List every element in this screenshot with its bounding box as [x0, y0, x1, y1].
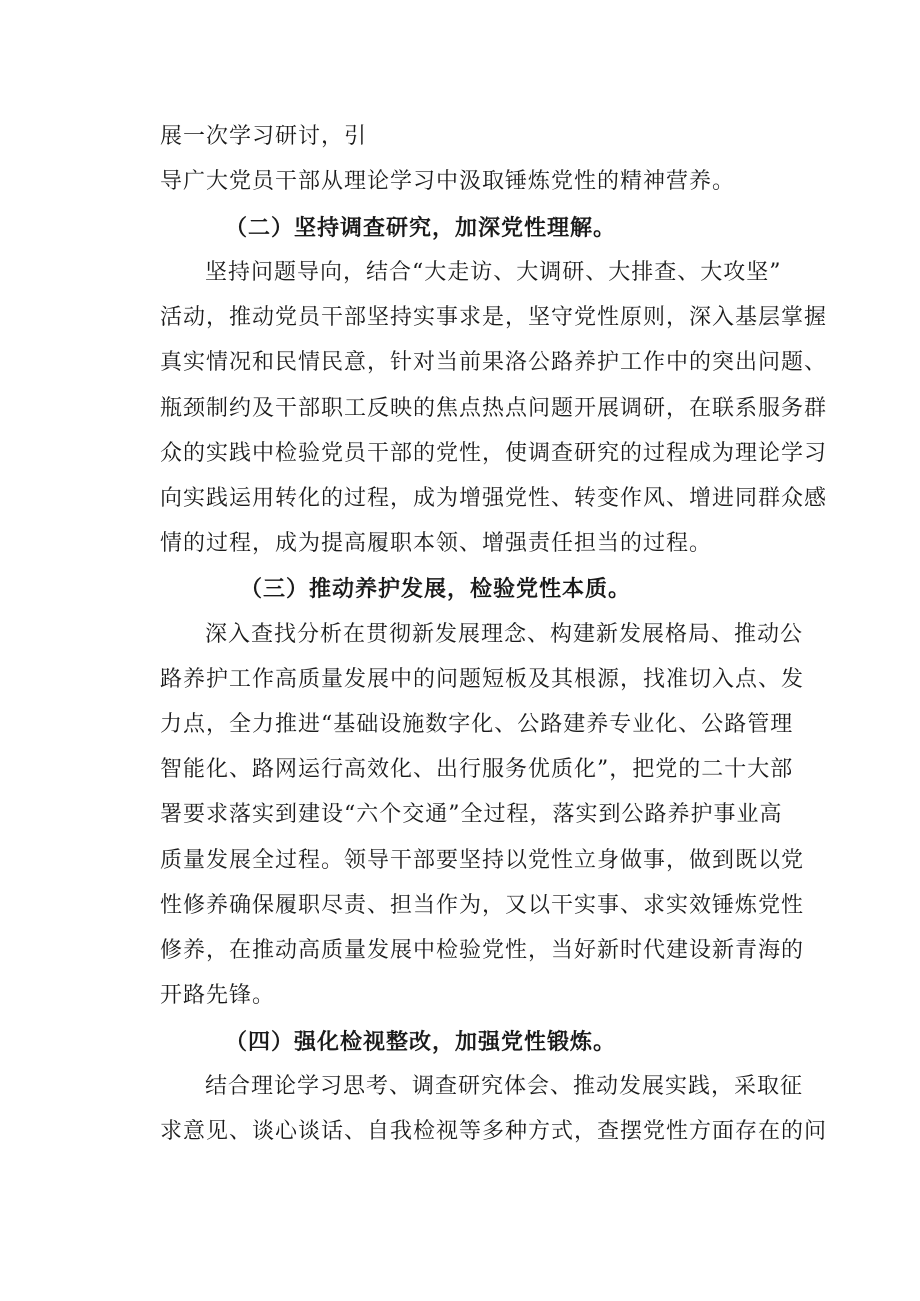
text-line: 瓶颈制约及干部职工反映的焦点热点问题开展调研，在联系服务群: [160, 396, 828, 421]
text-line: 智能化、路网运行高效化、出行服务优质化”，把党的二十大部: [160, 757, 794, 782]
text-line: 性修养确保履职尽责、担当作为，又以干实事、求实效锤炼党性: [160, 893, 805, 918]
text-line: 求意见、谈心谈话、自我检视等多种方式，查摆党性方面存在的问: [160, 1119, 828, 1144]
text-line: 向实践运用转化的过程，成为增强党性、转变作风、增进同群众感: [160, 486, 828, 511]
paragraph-start: 深入查找分析在贯彻新发展理念、构建新发展格局、推动公: [205, 622, 804, 647]
text-line: 活动，推动党员干部坚持实事求是，坚守党性原则，深入基层掌握: [160, 305, 828, 330]
text-line: 修养，在推动高质量发展中检验党性，当好新时代建设新青海的: [160, 938, 805, 963]
text-line: 情的过程，成为提高履职本领、增强责任担当的过程。: [160, 531, 713, 556]
text-line: 质量发展全过程。领导干部要坚持以党性立身做事，做到既以党: [160, 848, 805, 873]
text-line: 展一次学习研讨，引: [160, 124, 368, 149]
text-line: 众的实践中检验党员干部的党性，使调查研究的过程成为理论学习: [160, 441, 828, 466]
text-line: 署要求落实到建设“六个交通”全过程，落实到公路养护事业高: [160, 802, 783, 827]
section-heading-2: （二）坚持调查研究，加深党性理解。: [225, 215, 617, 241]
paragraph-start: 坚持问题导向，结合“大走访、大调研、大排查、大攻坚”: [205, 260, 782, 285]
section-heading-3: （三）推动养护发展，检验党性本质。: [240, 576, 632, 602]
text-line: 路养护工作高质量发展中的问题短板及其根源，找准切入点、发: [160, 667, 805, 692]
text-line: 力点，全力推进“基础设施数字化、公路建养专业化、公路管理: [160, 712, 794, 737]
text-line: 导广大党员干部从理论学习中汲取锤炼党性的精神营养。: [160, 169, 736, 194]
section-heading-4: （四）强化检视整改，加强党性锻炼。: [225, 1029, 617, 1055]
text-line: 开路先锋。: [160, 983, 276, 1008]
paragraph-start: 结合理论学习思考、调查研究体会、推动发展实践，采取征: [205, 1074, 804, 1099]
text-line: 真实情况和民情民意，针对当前果洛公路养护工作中的突出问题、: [160, 350, 828, 375]
